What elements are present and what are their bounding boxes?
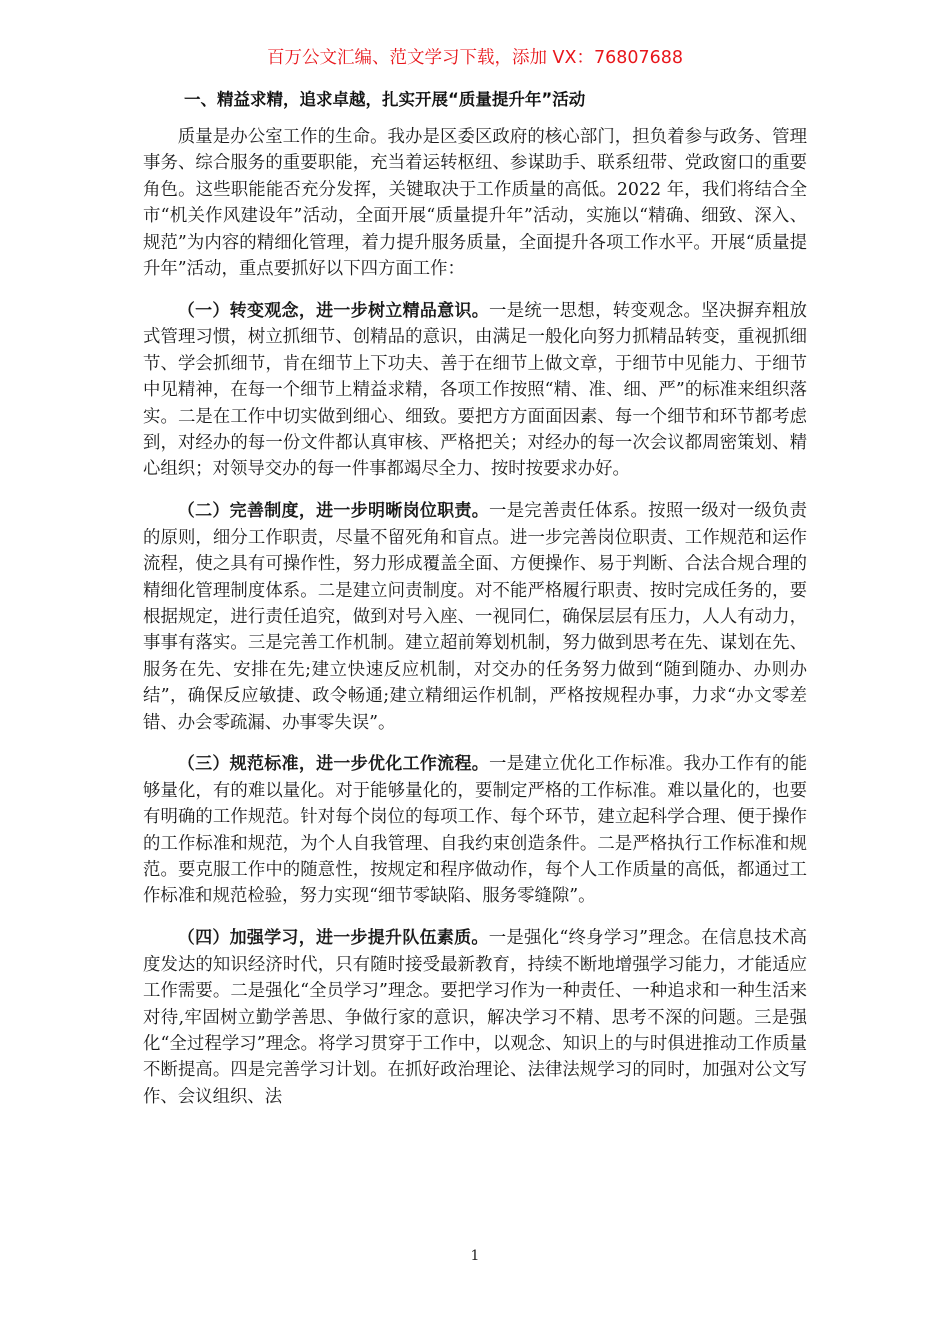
paragraph-heading: （一）转变观念，进一步树立精品意识。 [177, 300, 490, 321]
paragraph-item-4 [143, 925, 807, 1110]
page-number: 1 [470, 1248, 480, 1264]
paragraph-heading: （四）加强学习，进一步提升队伍素质。 [177, 928, 489, 949]
paragraph-text: 一是统一思想，转变观念。坚决摒弃粗放式管理习惯，树立抓细节、创精品的意识，由满足一般化向努力抓精品转变，重视抓细节、学会抓细节，肯在细节上下功夫、善于在细节上做文章，于细节中见能力、于细节中见精神，在每一个细节上精益求精，各项工作按照“精、准、细、严”的标准来组织落实。二是在工作中切实做到细心、细致。要把方方面面因素、每一个细节和环节都考虑到，对经办的每一份文件都认真审核、严格把关；对经办的每一次会议都周密策划、精心组织；对领导交办的每一件事都竭尽全力、按时按要求办好。 [143, 300, 807, 480]
paragraph-heading: （三）规范标准，进一步优化工作流程。 [177, 754, 490, 775]
section-title: 一、精益求精，追求卓越，扎实开展“质量提升年”活动 [184, 90, 586, 109]
paragraph-text: 一是建立优化工作标准。我办工作有的能够量化，有的难以量化。对于能够量化的，要制定严格的工作标准。难以量化的，也要有明确的工作规范。针对每个岗位的每项工作、每个环节，建立起科学合理、便于操作的工作标准和规范，为个人自我管理、自我约束创造条件。二是严格执行工作标准和规范。要克服工作中的随意性，按规定和程序做动作，每个人工作质量的高低，都通过工作标准和规范检验，努力实现“细节零缺陷、服务零缝隙”。 [143, 754, 807, 907]
paragraph-item-1 [143, 298, 807, 483]
document-body [143, 124, 807, 1126]
paragraph-text: 一是强化“终身学习”理念。在信息技术高度发达的知识经济时代，只有随时接受最新教育，持续不断地增强学习能力，才能适应工作需要。二是强化“全员学习”理念。要把学习作为一种责任、一种追求和一种生活来对待,牢固树立勤学善思、争做行家的意识，解决学习不精、思考不深的问题。三是强化“全过程学习”理念。将学习贯穿于工作中，以观念、知识上的与时俱进推动工作质量不断提高。四是完善学习计划。在抓好政治理论、法律法规学习的同时，加强对公文写作、会议组织、法 [143, 928, 807, 1107]
paragraph-item-3 [143, 751, 807, 909]
paragraph-heading: （二）完善制度，进一步明晰岗位职责。 [177, 501, 490, 522]
paragraph-item-2 [143, 498, 807, 736]
intro-paragraph: 质量是办公室工作的生命。我办是区委区政府的核心部门，担负着参与政务、管理事务、综合服务的重要职能，充当着运转枢纽、参谋助手、联系纽带、党政窗口的重要角色。这些职能能否充分发挥，关键取决于工作质量的高低。2022 年，我们将结合全市“机关作风建设年”活动，全面开展“质量提升年”活动，实施以“精确、细致、深入、规范”为内容的精细化管理，着力提升服务质量，全面提升各项工作水平。开展“质量提升年”活动，重点要抓好以下四方面工作： [143, 127, 807, 280]
watermark-header: 百万公文汇编、范文学习下载，添加 VX：76807688 [266, 48, 684, 68]
paragraph-text: 一是完善责任体系。按照一级对一级负责的原则，细分工作职责，尽量不留死角和盲点。进一步完善岗位职责、工作规范和运作流程，使之具有可操作性，努力形成覆盖全面、方便操作、易于判断、合法合规合理的精细化管理制度体系。二是建立问责制度。对不能严格履行职责、按时完成任务的，要根据规定，进行责任追究，做到对号入座、一视同仁，确保层层有压力，人人有动力，事事有落实。三是完善工作机制。建立超前筹划机制，努力做到思考在先、谋划在先、服务在先、安排在先;建立快速反应机制，对交办的任务努力做到“随到随办、办则办结”，确保反应敏捷、政令畅通;建立精细运作机制，严格按规程办事，力求“办文零差错、办会零疏漏、办事零失误”。 [143, 501, 807, 733]
